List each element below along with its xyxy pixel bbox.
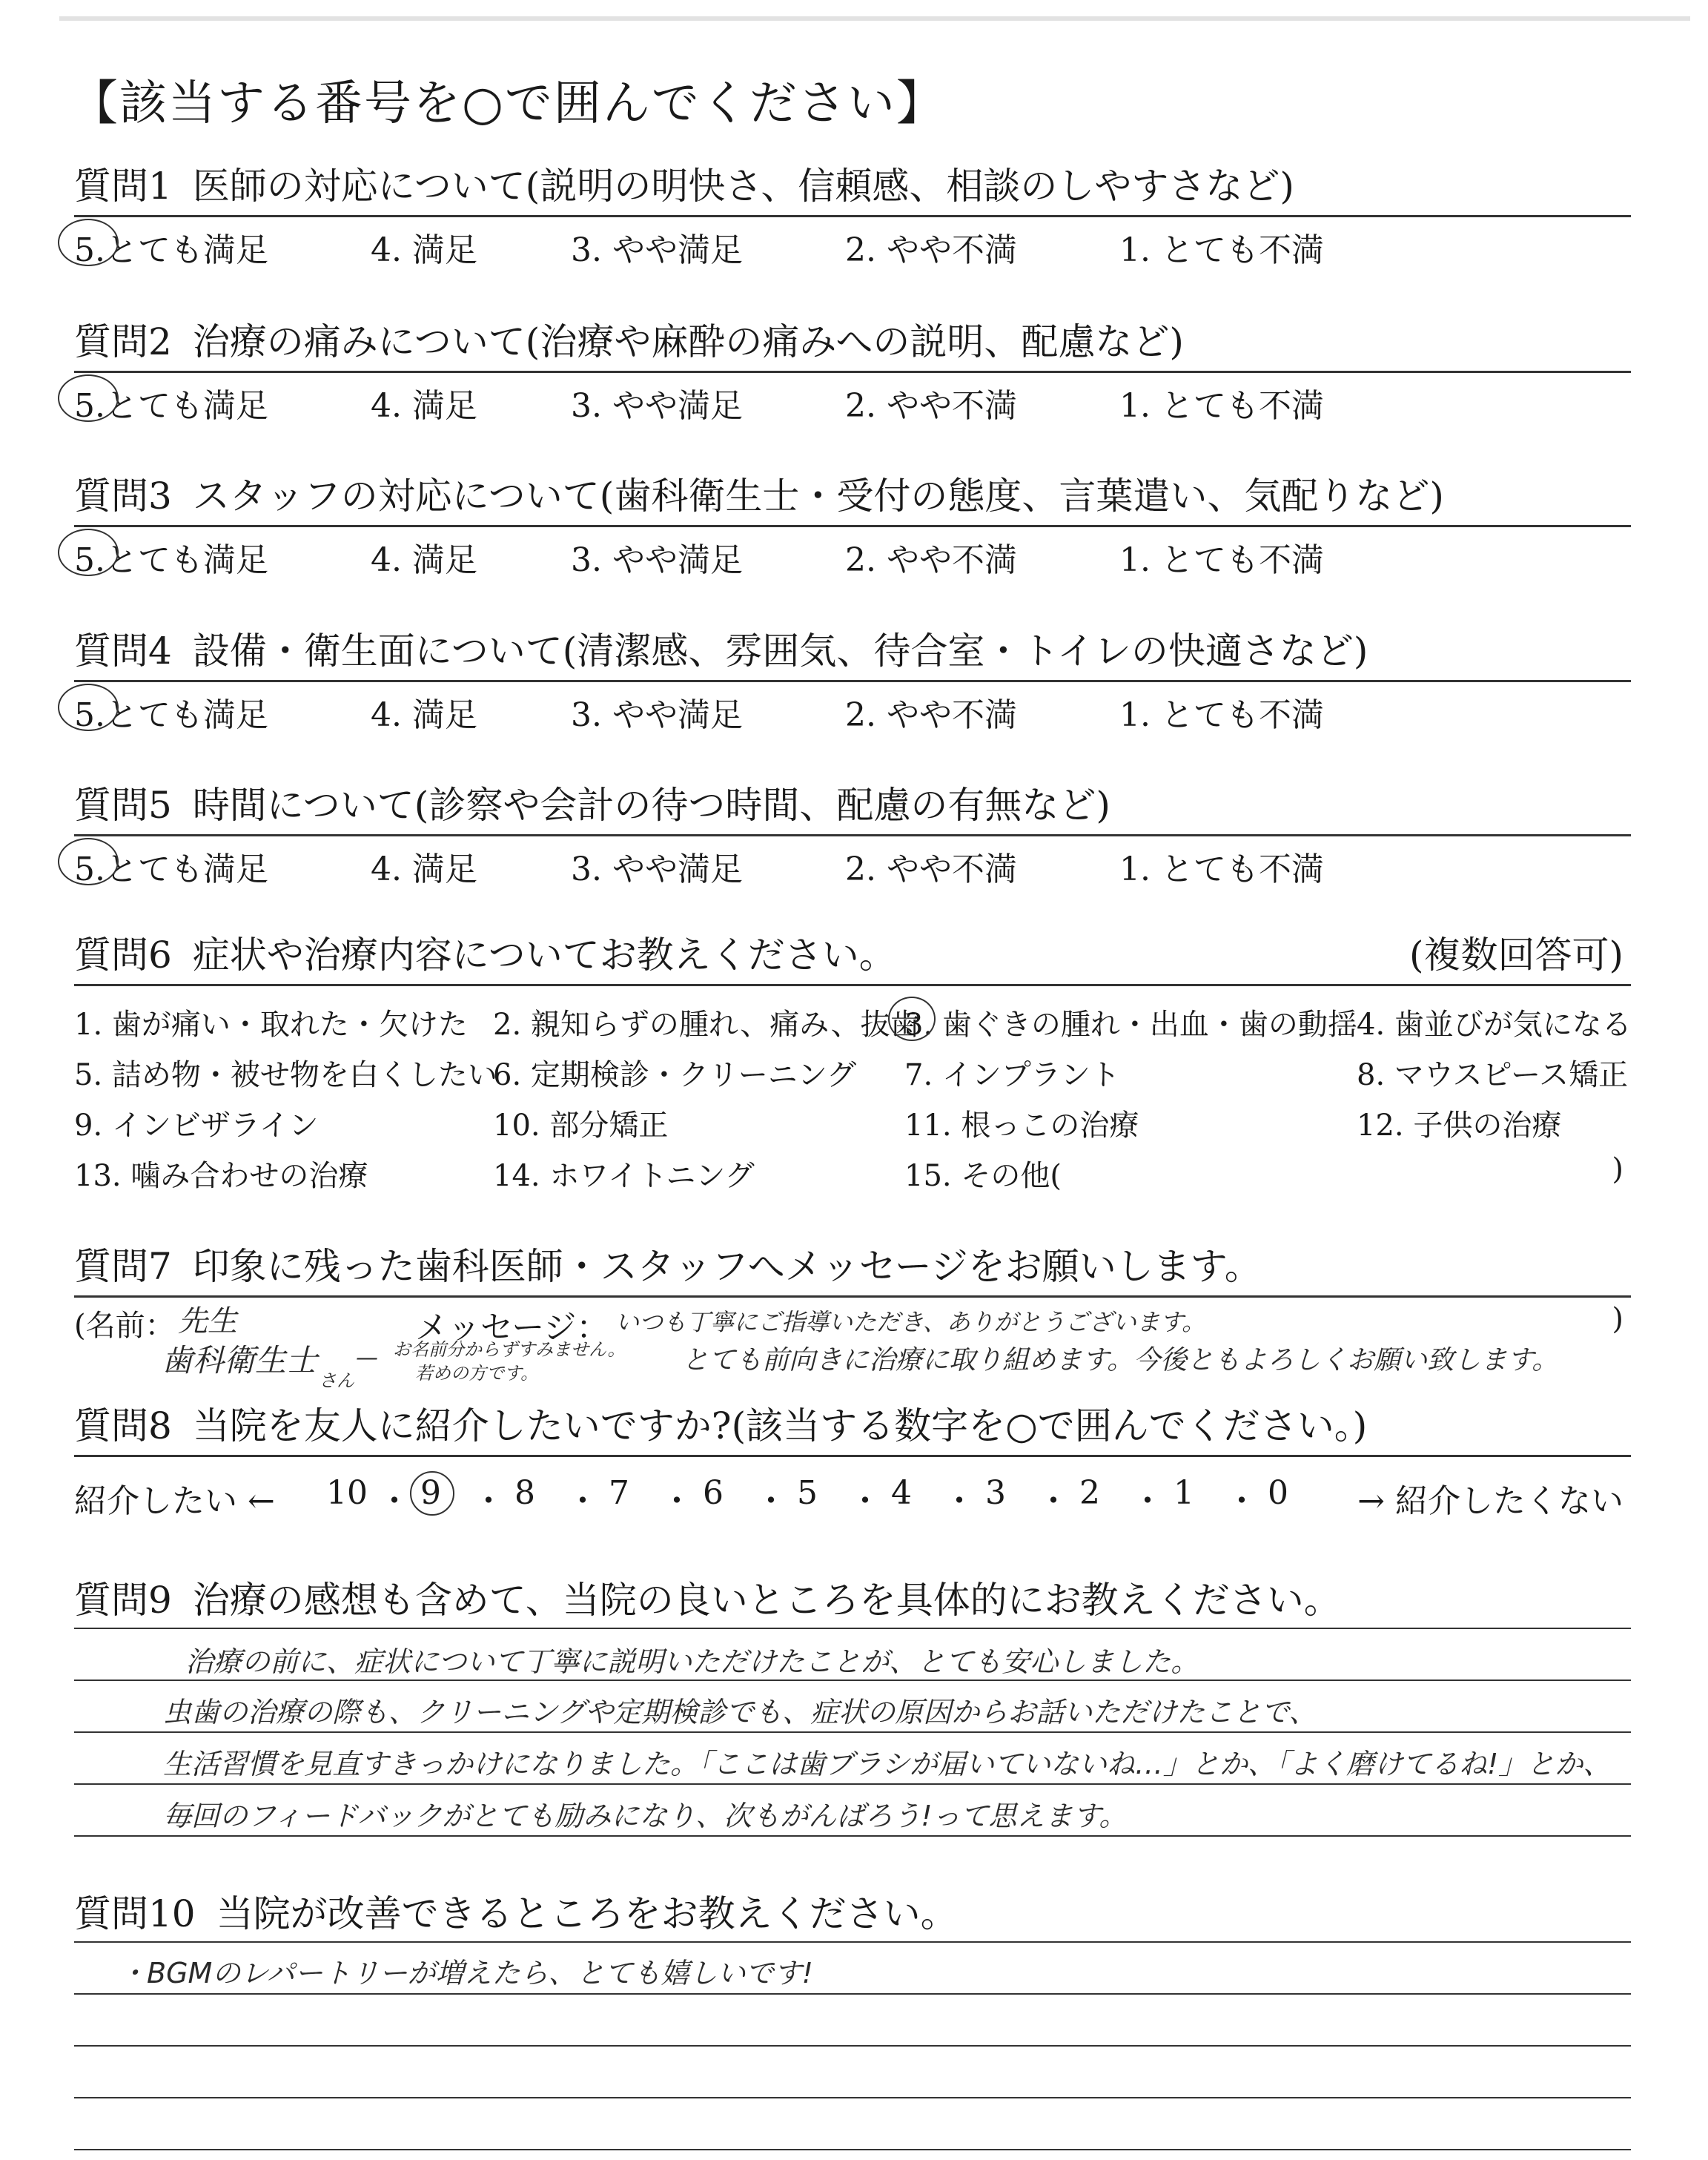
rating-option[interactable]: 3. やや満足	[571, 696, 743, 734]
question-number: 質問4	[74, 630, 172, 673]
scale-separator: ・	[943, 1482, 976, 1520]
rating-option[interactable]: 3. やや満足	[571, 231, 743, 269]
scale-number[interactable]: 6	[703, 1474, 724, 1512]
rating-option[interactable]: 1. とても不満	[1119, 541, 1324, 579]
rating-options	[74, 836, 1631, 888]
answer-rule	[74, 1680, 1631, 1681]
scale-separator: ・	[566, 1482, 599, 1520]
rating-option[interactable]: 5.とても満足	[74, 541, 268, 579]
rating-option[interactable]: 2. やや不満	[845, 231, 1017, 269]
symptom-option[interactable]: 4. 歯並びが気になる	[1357, 1008, 1632, 1042]
name-label: (名前：	[74, 1309, 175, 1343]
symptom-option[interactable]: 5. 詰め物・被せ物を白くしたい	[74, 1058, 497, 1092]
scale-separator: ・	[755, 1482, 787, 1520]
answer-rule	[74, 1835, 1631, 1837]
symptom-option[interactable]: 14. ホワイトニング	[493, 1159, 755, 1193]
question-text: 治療の痛みについて(治療や麻酔の痛みへの説明、配慮など)	[192, 320, 1184, 363]
answer-rule	[74, 1941, 1631, 1943]
scale-right-label: → 紹介したくない	[1357, 1482, 1623, 1520]
question-text: 医師の対応について(説明の明快さ、信頼感、相談のしやすさなど)	[192, 165, 1294, 208]
question-text: 印象に残った歯科医師・スタッフへメッセージをお願いします。	[192, 1245, 1262, 1288]
question-text: 時間について(診察や会計の待つ時間、配慮の有無など)	[192, 784, 1110, 827]
question-9	[74, 1576, 1631, 1625]
name-value[interactable]: 先生	[178, 1304, 237, 1338]
question-3	[74, 472, 1631, 579]
scale-separator: ・	[1131, 1482, 1164, 1520]
symptom-option[interactable]: 8. マウスピース矯正	[1357, 1058, 1629, 1092]
scale-separator: ・	[1225, 1482, 1258, 1520]
question-6	[74, 931, 1631, 1209]
other-close-paren: )	[1612, 1152, 1623, 1186]
rating-option[interactable]: 5.とても満足	[74, 387, 268, 425]
selected-circle-mark	[888, 997, 936, 1041]
answer-rule	[74, 2097, 1631, 2098]
rating-option[interactable]: 1. とても不満	[1119, 851, 1324, 888]
rating-option[interactable]: 2. やや不満	[845, 387, 1017, 425]
rating-options	[74, 217, 1631, 269]
symptom-option[interactable]: 12. 子供の治療	[1357, 1109, 1562, 1143]
selected-circle-mark	[58, 219, 119, 266]
q6-options	[74, 986, 1631, 1209]
rating-option[interactable]: 4. 満足	[371, 387, 477, 425]
question-number: 質問7	[74, 1245, 172, 1288]
question-number: 質問9	[74, 1579, 172, 1622]
question-number: 質問6	[74, 934, 172, 977]
scale-number[interactable]: 2	[1079, 1474, 1100, 1512]
rating-option[interactable]: 5.とても満足	[74, 231, 268, 269]
scale-number[interactable]: 7	[609, 1474, 629, 1512]
rating-option[interactable]: 2. やや不満	[845, 541, 1017, 579]
rating-option[interactable]: 3. やや満足	[571, 851, 743, 888]
symptom-option[interactable]: 3. 歯ぐきの腫れ・出血・歯の動揺	[904, 1008, 1357, 1042]
scale-number[interactable]: 4	[891, 1474, 912, 1512]
rating-option[interactable]: 3. やや満足	[571, 387, 743, 425]
question-number: 質問10	[74, 1892, 196, 1935]
symptom-option[interactable]: 7. インプラント	[904, 1058, 1120, 1092]
question-text: 当院が改善できるところをお教えください。	[216, 1892, 958, 1935]
rating-option[interactable]: 3. やや満足	[571, 541, 743, 579]
top-edge	[59, 16, 1690, 21]
rating-option[interactable]: 1. とても不満	[1119, 231, 1324, 269]
scale-number[interactable]: 3	[985, 1474, 1006, 1512]
scale-left-label: 紹介したい ←	[74, 1482, 275, 1520]
multiple-answer-note: (複数回答可)	[1409, 934, 1623, 977]
scale-number[interactable]: 8	[514, 1474, 535, 1512]
selected-circle-mark	[58, 374, 119, 422]
answer-rule	[74, 1783, 1631, 1785]
scale-separator: ・	[1037, 1482, 1070, 1520]
scale-number[interactable]: 10	[326, 1474, 368, 1512]
question-number: 質問2	[74, 320, 172, 363]
scale-separator: ・	[661, 1482, 693, 1520]
rating-option[interactable]: 4. 満足	[371, 541, 477, 579]
question-2	[74, 317, 1631, 425]
message-label: メッセージ：	[415, 1309, 609, 1347]
question-number: 質問1	[74, 165, 172, 208]
selected-circle-mark	[58, 684, 119, 731]
rating-option[interactable]: 5.とても満足	[74, 696, 268, 734]
rating-option[interactable]: 4. 満足	[371, 696, 477, 734]
page-title: 【該当する番号を○で囲んでください】	[70, 76, 945, 131]
symptom-option[interactable]: 6. 定期検診・クリーニング	[493, 1058, 857, 1092]
rating-options	[74, 682, 1631, 734]
question-7: 質問7 印象に残った歯科医師・スタッフへメッセージをお願いします。 (名前： 先生 歯科衛生士 さん — お名前分からずすみません。 若めの方です。 メッセージ： いつも丁寧にご指導いただき、ありがとうございます。 とても前向きに治療に取り組めます。今後ともよろしくお願い致します。 )	[74, 1242, 1631, 1387]
scale-separator: ・	[378, 1482, 411, 1520]
scale-separator: ・	[849, 1482, 881, 1520]
scale-separator: ・	[472, 1482, 505, 1520]
rating-option[interactable]: 5.とても満足	[74, 851, 268, 888]
answer-rule	[74, 1731, 1631, 1733]
question-10	[74, 1889, 1631, 1938]
message-line-2[interactable]: とても前向きに治療に取り組めます。今後ともよろしくお願い致します。	[682, 1345, 1559, 1375]
rating-options	[74, 527, 1631, 579]
rating-option[interactable]: 1. とても不満	[1119, 387, 1324, 425]
question-text: 設備・衛生面について(清潔感、雰囲気、待合室・トイレの快適さなど)	[192, 630, 1368, 673]
name-suffix: さん	[319, 1370, 354, 1391]
question-text: スタッフの対応について(歯科衛生士・受付の態度、言葉遣い、気配りなど)	[192, 475, 1444, 518]
rating-options	[74, 373, 1631, 425]
question-rule	[74, 1455, 1631, 1457]
question-number: 質問5	[74, 784, 172, 827]
answer-line[interactable]: 生活習慣を見直すきっかけになりました。「ここは歯ブラシが届いていないね…」とか、「よく磨けてるね!」とか、	[163, 1748, 1612, 1780]
close-paren: )	[1612, 1302, 1623, 1336]
question-5	[74, 781, 1631, 888]
answer-rule	[74, 2045, 1631, 2047]
selected-circle-mark	[410, 1471, 454, 1516]
rating-option[interactable]: 2. やや不満	[845, 696, 1017, 734]
symptom-option[interactable]: 15. その他(	[904, 1159, 1062, 1193]
symptom-option[interactable]: 11. 根っこの治療	[904, 1109, 1139, 1143]
rating-option[interactable]: 4. 満足	[371, 231, 477, 269]
question-1	[74, 162, 1631, 269]
side-note-2: 若めの方です。	[415, 1363, 539, 1384]
question-number: 質問3	[74, 475, 172, 518]
side-note-1: お名前分からずすみません。	[393, 1339, 626, 1360]
symptom-option[interactable]: 13. 噛み合わせの治療	[74, 1159, 368, 1193]
question-4	[74, 627, 1631, 734]
name-value-2[interactable]: 歯科衛生士	[162, 1342, 318, 1378]
question-number: 質問8	[74, 1404, 172, 1447]
selected-circle-mark	[58, 529, 119, 576]
answer-line[interactable]: 虫歯の治療の際も、クリーニングや定期検診でも、症状の原因からお話いただけたことで、	[163, 1696, 1317, 1728]
scale-number[interactable]: 9	[420, 1474, 441, 1512]
answer-line[interactable]: ・BGMのレパートリーが増えたら、とても嬉しいです!	[119, 1957, 813, 1989]
rating-option[interactable]: 2. やや不満	[845, 851, 1017, 888]
message-line-1[interactable]: いつも丁寧にご指導いただき、ありがとうございます。	[615, 1308, 1206, 1336]
scale-number[interactable]: 1	[1174, 1474, 1194, 1512]
question-text: 治療の感想も含めて、当院の良いところを具体的にお教えください。	[192, 1579, 1341, 1622]
question-text: 症状や治療内容についてお教えください。	[192, 934, 896, 977]
scale-number[interactable]: 5	[797, 1474, 818, 1512]
rating-option[interactable]: 4. 満足	[371, 851, 477, 888]
answer-line[interactable]: 治療の前に、症状について丁寧に説明いただけたことが、とても安心しました。	[185, 1645, 1199, 1678]
scale-number[interactable]: 0	[1268, 1474, 1288, 1512]
referral-scale	[74, 1468, 1631, 1520]
question-text: 当院を友人に紹介したいですか?(該当する数字を○で囲んでください。)	[192, 1404, 1368, 1447]
answer-rule	[74, 1993, 1631, 1995]
symptom-option[interactable]: 9. インビザライン	[74, 1109, 319, 1143]
symptom-option[interactable]: 10. 部分矯正	[493, 1109, 669, 1143]
selected-circle-mark	[58, 838, 119, 885]
answer-rule	[74, 2149, 1631, 2150]
question-8	[74, 1401, 1631, 1457]
symptom-option[interactable]: 2. 親知らずの腫れ、痛み、抜歯	[493, 1008, 920, 1042]
rating-option[interactable]: 1. とても不満	[1119, 696, 1324, 734]
answer-rule	[74, 1628, 1631, 1629]
symptom-option[interactable]: 1. 歯が痛い・取れた・欠けた	[74, 1008, 468, 1042]
answer-line[interactable]: 毎回のフィードバックがとても励みになり、次もがんばろう!って思えます。	[163, 1800, 1128, 1832]
